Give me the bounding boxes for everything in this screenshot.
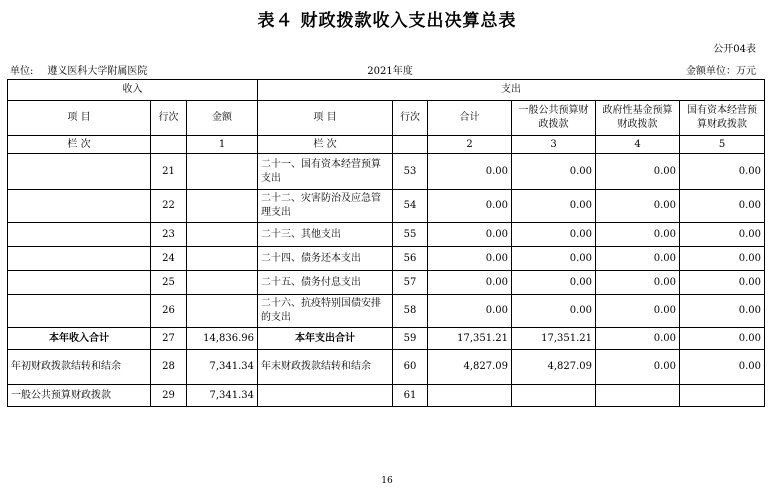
column-index-5: 5 <box>680 136 765 154</box>
gov-fund-cell: 0.00 <box>596 271 680 295</box>
state-capital-cell: 0.00 <box>680 350 765 385</box>
income-item-cell: 一般公共预算财政拨款 <box>8 385 151 407</box>
total-cell: 0.00 <box>428 247 512 271</box>
gov-fund-cell: 0.00 <box>596 190 680 223</box>
column-index-row <box>8 136 765 154</box>
state-capital-cell: 0.00 <box>680 295 765 328</box>
income-header: 收入 <box>8 80 258 101</box>
income-rowno-header: 行次 <box>151 101 187 136</box>
total-cell: 0.00 <box>428 271 512 295</box>
column-index-3: 3 <box>512 136 596 154</box>
unit-label: 单位: <box>10 66 34 77</box>
state-capital-cell: 0.00 <box>680 154 765 190</box>
general-budget-cell: 17,351.21 <box>512 328 596 350</box>
column-index-4: 4 <box>596 136 680 154</box>
gov-fund-cell: 0.00 <box>596 154 680 190</box>
income-item-cell: 年初财政拨款结转和结余 <box>8 350 151 385</box>
page-title: 表４ 财政拨款收入支出决算总表 <box>257 11 517 31</box>
general-budget-cell: 0.00 <box>512 271 596 295</box>
table-row <box>8 154 765 190</box>
expense-rowno-cell: 61 <box>393 385 428 407</box>
unit-line <box>10 62 147 77</box>
page-number: 16 <box>381 476 393 486</box>
state-capital-cell <box>680 385 765 407</box>
table-row <box>8 247 765 271</box>
expense-item-cell <box>258 385 393 407</box>
state-capital-cell: 0.00 <box>680 271 765 295</box>
total-cell: 0.00 <box>428 295 512 328</box>
income-rowno-cell: 21 <box>151 154 187 190</box>
gov-fund-header: 政府性基金预算财政拨款 <box>596 101 680 136</box>
expense-rowno-cell: 55 <box>393 223 428 247</box>
income-rowno-cell: 26 <box>151 295 187 328</box>
expense-item-cell: 二十三、其他支出 <box>258 223 393 247</box>
table-row <box>8 328 765 350</box>
general-budget-cell <box>512 385 596 407</box>
table-row <box>8 385 765 407</box>
income-item-cell <box>8 271 151 295</box>
income-amount-header: 金额 <box>187 101 258 136</box>
total-cell: 17,351.21 <box>428 328 512 350</box>
header-columns-row <box>8 101 765 136</box>
budget-table <box>7 79 765 407</box>
income-rowno-cell: 29 <box>151 385 187 407</box>
general-budget-cell: 4,827.09 <box>512 350 596 385</box>
income-rowno-cell: 25 <box>151 271 187 295</box>
income-item-cell <box>8 295 151 328</box>
expense-rowno-header: 行次 <box>393 101 428 136</box>
header-group-row <box>8 80 765 101</box>
expense-item-cell: 二十五、债务付息支出 <box>258 271 393 295</box>
income-item-cell <box>8 247 151 271</box>
general-budget-cell: 0.00 <box>512 154 596 190</box>
income-item-cell <box>8 154 151 190</box>
expense-item-header: 项 目 <box>258 101 393 136</box>
income-rowno-cell: 23 <box>151 223 187 247</box>
total-cell <box>428 385 512 407</box>
general-budget-cell: 0.00 <box>512 295 596 328</box>
income-amount-cell <box>187 271 258 295</box>
table-row <box>8 190 765 223</box>
state-capital-cell: 0.00 <box>680 223 765 247</box>
form-code: 公开04表 <box>713 44 756 55</box>
expense-item-cell: 本年支出合计 <box>258 328 393 350</box>
income-amount-cell: 14,836.96 <box>187 328 258 350</box>
expense-rowno-cell: 53 <box>393 154 428 190</box>
income-amount-cell: 7,341.34 <box>187 385 258 407</box>
expense-header: 支出 <box>258 80 765 101</box>
total-header: 合计 <box>428 101 512 136</box>
gov-fund-cell: 0.00 <box>596 328 680 350</box>
expense-rowno-cell: 59 <box>393 328 428 350</box>
income-item-cell <box>8 190 151 223</box>
general-budget-cell: 0.00 <box>512 223 596 247</box>
column-index-label: 栏 次 <box>8 136 151 154</box>
income-rowno-cell: 24 <box>151 247 187 271</box>
income-rowno-cell: 28 <box>151 350 187 385</box>
expense-item-cell: 二十二、灾害防治及应急管理支出 <box>258 190 393 223</box>
general-budget-header: 一般公共预算财政拨款 <box>512 101 596 136</box>
income-rowno-cell: 22 <box>151 190 187 223</box>
column-index-1: 1 <box>187 136 258 154</box>
expense-rowno-cell: 54 <box>393 190 428 223</box>
total-cell: 4,827.09 <box>428 350 512 385</box>
state-capital-cell: 0.00 <box>680 247 765 271</box>
gov-fund-cell: 0.00 <box>596 223 680 247</box>
expense-item-cell: 二十四、债务还本支出 <box>258 247 393 271</box>
income-amount-cell <box>187 154 258 190</box>
income-amount-cell <box>187 295 258 328</box>
gov-fund-cell: 0.00 <box>596 350 680 385</box>
income-item-header: 项 目 <box>8 101 151 136</box>
expense-rowno-cell: 57 <box>393 271 428 295</box>
table-row <box>8 350 765 385</box>
table-row <box>8 271 765 295</box>
income-amount-cell <box>187 247 258 271</box>
column-index-2: 2 <box>428 136 512 154</box>
gov-fund-cell <box>596 385 680 407</box>
expense-rowno-cell: 58 <box>393 295 428 328</box>
income-rowno-cell: 27 <box>151 328 187 350</box>
column-index-cell <box>393 136 428 154</box>
table-row <box>8 223 765 247</box>
general-budget-cell: 0.00 <box>512 190 596 223</box>
money-unit: 金额单位：万元 <box>686 66 756 77</box>
total-cell: 0.00 <box>428 223 512 247</box>
total-cell: 0.00 <box>428 190 512 223</box>
unit-name: 遵义医科大学附属医院 <box>47 66 148 77</box>
income-item-cell <box>8 223 151 247</box>
expense-item-cell: 年末财政拨款结转和结余 <box>258 350 393 385</box>
column-index-cell <box>151 136 187 154</box>
expense-item-cell: 二十六、抗疫特别国债安排的支出 <box>258 295 393 328</box>
state-capital-cell: 0.00 <box>680 328 765 350</box>
expense-item-cell: 二十一、国有资本经营预算支出 <box>258 154 393 190</box>
state-capital-cell: 0.00 <box>680 190 765 223</box>
gov-fund-cell: 0.00 <box>596 247 680 271</box>
income-amount-cell: 7,341.34 <box>187 350 258 385</box>
expense-rowno-cell: 60 <box>393 350 428 385</box>
income-amount-cell <box>187 190 258 223</box>
expense-rowno-cell: 56 <box>393 247 428 271</box>
state-capital-header: 国有资本经营预算财政拨款 <box>680 101 765 136</box>
table-row <box>8 295 765 328</box>
report-year: 2021年度 <box>367 66 413 77</box>
income-item-cell: 本年收入合计 <box>8 328 151 350</box>
general-budget-cell: 0.00 <box>512 247 596 271</box>
gov-fund-cell: 0.00 <box>596 295 680 328</box>
total-cell: 0.00 <box>428 154 512 190</box>
column-index-label: 栏 次 <box>258 136 393 154</box>
income-amount-cell <box>187 223 258 247</box>
